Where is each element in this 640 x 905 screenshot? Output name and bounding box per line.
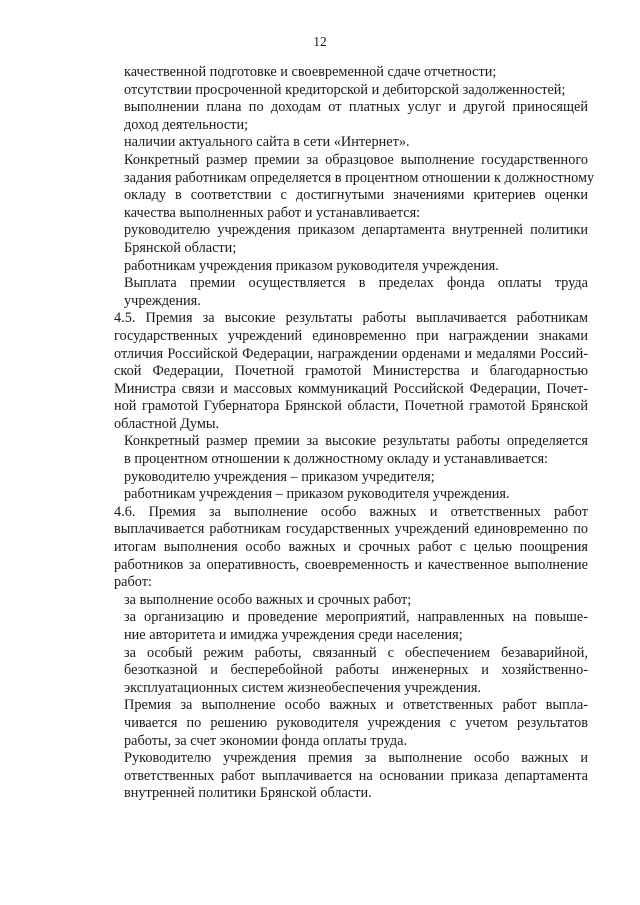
text-line: областной Думы.	[114, 415, 220, 432]
page-number: 12	[313, 34, 327, 49]
text-line: задания работникам определяется в процентном отношении к должностному	[124, 169, 595, 186]
paragraph	[96, 258, 588, 276]
text-line: Брянской области;	[124, 239, 237, 256]
paragraph	[96, 82, 588, 100]
text-line: Конкретный размер премии за образцовое выполнение государственного	[124, 151, 588, 168]
paragraph	[96, 151, 595, 222]
text-line: в процентном отношении к должностному окладу и устанавливается:	[124, 451, 548, 468]
text-line: ной грамотой Губернатора Брянской области, Почетной грамотой Брянской	[114, 398, 588, 415]
paragraph	[96, 645, 588, 698]
paragraph	[96, 697, 588, 750]
text-line: окладу в соответствии с достигнутыми значениями критериев оценки	[124, 187, 588, 204]
text-line: государственных учреждений единовременно при награждении знаками	[114, 327, 588, 344]
text-line: работ:	[114, 574, 152, 591]
text-line: отличия Российской Федерации, награждении орденами и медалями Россий-	[114, 345, 588, 362]
text-line: 4.6. Премия за выполнение особо важных и ответственных работ	[114, 503, 588, 520]
paragraph	[96, 99, 588, 134]
text-line: руководителю учреждения приказом департамента внутренней политики	[124, 222, 588, 239]
text-line: чивается по решению руководителя учреждения с учетом результатов	[124, 714, 588, 731]
paragraph	[96, 275, 588, 310]
text-line: выполнении плана по доходам от платных услуг и другой приносящей	[124, 99, 588, 116]
paragraph	[96, 469, 588, 487]
text-line: за выполнение особо важных и срочных работ;	[124, 591, 412, 608]
text-line: ской Федерации, Почетной грамотой Министерства и благодарностью	[114, 363, 588, 380]
text-line: работникам учреждения приказом руководителя учреждения.	[124, 257, 499, 274]
text-line: внутренней политики Брянской области.	[124, 785, 372, 802]
paragraph	[96, 433, 588, 468]
text-line: работникам учреждения – приказом руководителя учреждения.	[124, 486, 510, 503]
text-line: за организацию и проведение мероприятий, направленных на повыше-	[124, 609, 588, 626]
paragraph	[96, 134, 588, 152]
text-line: Руководителю учреждения премия за выполнение особо важных и	[124, 750, 588, 767]
text-line: эксплуатационных систем жизнеобеспечения учреждения.	[124, 679, 482, 696]
paragraph	[96, 750, 588, 803]
paragraph	[96, 592, 588, 610]
paragraph	[96, 609, 588, 644]
text-line: итогам выполнения особо важных и срочных работ с целью поощрения	[114, 539, 588, 556]
paragraph	[96, 310, 588, 433]
text-line: 4.5. Премия за высокие результаты работы выплачивается работникам	[114, 310, 588, 327]
text-line: Министра связи и массовых коммуникаций Российской Федерации, Почет-	[114, 380, 588, 397]
text-line: Выплата премии осуществляется в пределах фонда оплаты труда	[124, 275, 588, 292]
document-body	[96, 64, 595, 803]
text-line: работников за оперативность, своевременность и качественное выполнение	[114, 556, 588, 573]
text-line: Конкретный размер премии за высокие результаты работы определяется	[124, 433, 588, 450]
text-line: доход деятельности;	[124, 116, 249, 133]
text-line: ние авторитета и имиджа учреждения среди населения;	[124, 627, 463, 643]
text-line: учреждения.	[124, 292, 201, 309]
paragraph	[96, 64, 588, 82]
text-line: качественной подготовке и своевременной сдаче отчетности;	[124, 64, 497, 80]
text-line: качества выполненных работ и устанавливается:	[124, 204, 421, 221]
text-line: отсутствии просроченной кредиторской и дебиторской задолженностей;	[124, 81, 566, 98]
text-line: работы, за счет экономии фонда оплаты труда.	[124, 732, 408, 749]
text-line: ответственных работ выплачивается на основании приказа департамента	[124, 767, 588, 784]
text-line: за особый режим работы, связанный с обеспечением безаварийной,	[124, 644, 588, 661]
text-line: выплачивается работникам государственных учреждений единовременно по	[114, 521, 588, 538]
paragraph	[96, 486, 588, 504]
paragraph	[96, 504, 588, 592]
text-line: безотказной и бесперебойной работы инженерных и хозяйственно-	[124, 662, 588, 679]
text-line: Премия за выполнение особо важных и ответственных работ выпла-	[124, 697, 588, 714]
text-line: наличии актуального сайта в сети «Интернет».	[124, 134, 410, 151]
text-line: руководителю учреждения – приказом учредителя;	[124, 468, 435, 485]
paragraph	[96, 222, 588, 257]
